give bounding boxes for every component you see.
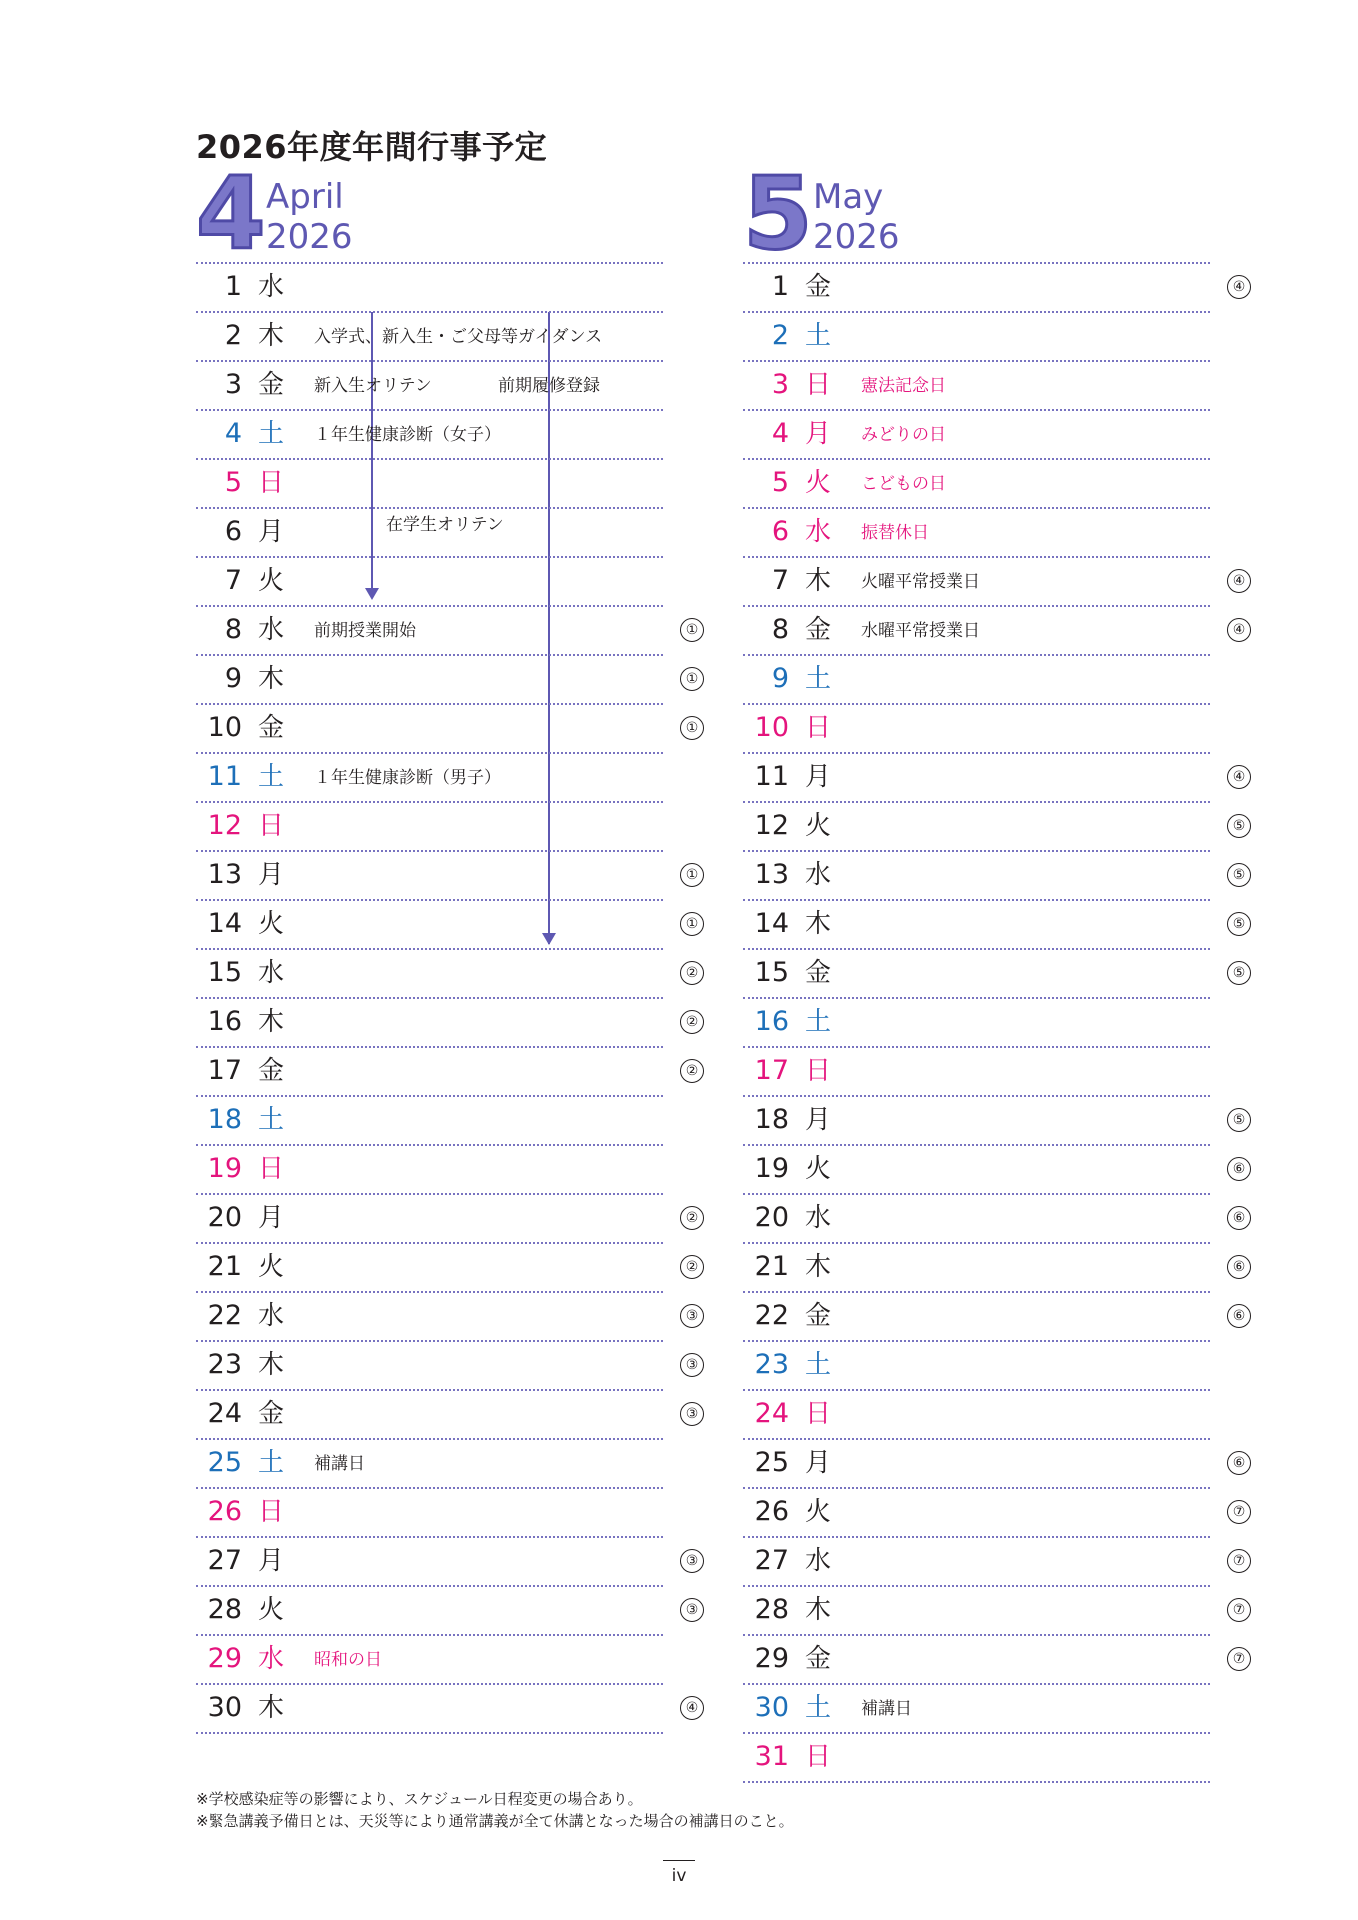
day-row — [743, 1391, 1210, 1440]
weekday: 土 — [805, 321, 832, 351]
day-row — [743, 460, 1210, 509]
weekday: 土 — [805, 1007, 832, 1037]
weekday: 月 — [805, 762, 832, 792]
weekday: 金 — [258, 713, 285, 743]
weekday: 日 — [258, 811, 285, 841]
day-row — [196, 313, 663, 362]
day-row — [743, 754, 1246, 803]
day-number: 29 — [207, 1643, 242, 1674]
weekday: 金 — [805, 615, 832, 645]
weekday: 火 — [258, 1595, 285, 1625]
weekday: 木 — [258, 664, 285, 694]
day-number: 10 — [754, 712, 789, 743]
day-number: 14 — [207, 908, 242, 939]
weekday: 金 — [805, 1644, 832, 1674]
day-row — [196, 1048, 699, 1097]
day-number: 5 — [224, 467, 242, 498]
day-number: 19 — [207, 1153, 242, 1184]
day-row — [743, 1489, 1246, 1538]
weekday: 木 — [805, 1595, 832, 1625]
day-number: 9 — [224, 663, 242, 694]
page-title: 2026年度年間行事予定 — [196, 128, 548, 166]
day-row — [196, 705, 699, 754]
day-number: 5 — [771, 467, 789, 498]
day-number: 14 — [754, 908, 789, 939]
class-count-badge: ⑤ — [1227, 912, 1251, 936]
event-text: 補講日 — [314, 1454, 365, 1474]
day-number: 26 — [754, 1496, 789, 1527]
weekday: 土 — [258, 762, 285, 792]
class-count-badge: ④ — [1227, 275, 1251, 299]
day-number: 29 — [754, 1643, 789, 1674]
class-count-badge: ③ — [680, 1598, 704, 1622]
class-count-badge: ② — [680, 1206, 704, 1230]
day-row — [743, 362, 1210, 411]
day-row — [196, 1636, 663, 1685]
class-count-badge: ⑥ — [1227, 1157, 1251, 1181]
footnote: ※緊急講義予備日とは、天災等により通常講義が全て休講となった場合の補講日のこと。 — [196, 1812, 794, 1830]
day-row — [196, 950, 699, 999]
event-text: 補講日 — [861, 1699, 912, 1719]
event-text: 火曜平常授業日 — [861, 572, 980, 592]
weekday: 木 — [258, 321, 285, 351]
weekday: 水 — [258, 1644, 285, 1674]
day-row — [743, 313, 1210, 362]
day-row — [743, 656, 1210, 705]
day-row — [743, 1244, 1246, 1293]
day-row — [196, 1538, 699, 1587]
day-number: 1 — [771, 271, 789, 302]
day-row — [743, 1097, 1246, 1146]
weekday: 月 — [805, 1105, 832, 1135]
day-row — [196, 460, 663, 509]
day-number: 24 — [754, 1398, 789, 1429]
day-number: 11 — [754, 761, 789, 792]
may-month-name: May — [813, 177, 884, 217]
day-number: 16 — [207, 1006, 242, 1037]
day-number: 21 — [754, 1251, 789, 1282]
class-count-badge: ① — [680, 912, 704, 936]
day-row — [743, 1048, 1210, 1097]
april-day-list — [196, 262, 699, 1734]
weekday: 金 — [805, 1301, 832, 1331]
day-number: 13 — [207, 859, 242, 890]
day-row — [743, 901, 1246, 950]
weekday: 金 — [258, 370, 285, 400]
day-row — [196, 411, 663, 460]
weekday: 水 — [805, 860, 832, 890]
day-number: 1 — [224, 271, 242, 302]
class-count-badge: ③ — [680, 1304, 704, 1328]
day-row — [743, 264, 1246, 313]
day-number: 12 — [207, 810, 242, 841]
day-row — [743, 1587, 1246, 1636]
weekday: 火 — [805, 1154, 832, 1184]
day-row — [743, 803, 1246, 852]
weekday: 水 — [805, 1203, 832, 1233]
day-number: 25 — [754, 1447, 789, 1478]
event-text: 新入生オリテン — [314, 376, 432, 396]
weekday: 木 — [258, 1693, 285, 1723]
day-row — [743, 509, 1210, 558]
day-number: 20 — [754, 1202, 789, 1233]
weekday: 火 — [258, 1252, 285, 1282]
weekday: 月 — [258, 517, 285, 547]
weekday: 火 — [805, 468, 832, 498]
weekday: 火 — [805, 1497, 832, 1527]
day-row — [743, 607, 1246, 656]
day-row — [196, 1489, 663, 1538]
class-count-badge: ⑦ — [1227, 1549, 1251, 1573]
day-number: 30 — [754, 1692, 789, 1723]
weekday: 日 — [805, 1056, 832, 1086]
day-number: 23 — [754, 1349, 789, 1380]
weekday: 水 — [258, 615, 285, 645]
weekday: 月 — [258, 1546, 285, 1576]
day-row — [743, 1195, 1246, 1244]
weekday: 火 — [258, 566, 285, 596]
day-row — [196, 754, 663, 803]
day-number: 3 — [224, 369, 242, 400]
day-number: 6 — [224, 516, 242, 547]
day-row — [743, 411, 1210, 460]
day-row — [196, 1391, 699, 1440]
day-number: 6 — [771, 516, 789, 547]
class-count-badge: ③ — [680, 1549, 704, 1573]
weekday: 月 — [805, 1448, 832, 1478]
weekday: 日 — [805, 370, 832, 400]
weekday: 日 — [258, 1497, 285, 1527]
class-count-badge: ③ — [680, 1353, 704, 1377]
weekday: 木 — [805, 1252, 832, 1282]
day-number: 11 — [207, 761, 242, 792]
day-number: 12 — [754, 810, 789, 841]
day-row — [196, 1587, 699, 1636]
day-number: 31 — [754, 1741, 789, 1772]
day-row — [196, 558, 663, 607]
day-number: 9 — [771, 663, 789, 694]
day-number: 26 — [207, 1496, 242, 1527]
event-text: みどりの日 — [861, 425, 946, 445]
event-text: １年生健康診断（女子） — [314, 425, 501, 445]
class-count-badge: ③ — [680, 1402, 704, 1426]
day-row — [743, 1293, 1246, 1342]
day-number: 22 — [754, 1300, 789, 1331]
weekday: 火 — [805, 811, 832, 841]
weekday: 月 — [805, 419, 832, 449]
day-row — [743, 1636, 1246, 1685]
class-count-badge: ⑥ — [1227, 1304, 1251, 1328]
day-number: 13 — [754, 859, 789, 890]
class-count-badge: ⑤ — [1227, 961, 1251, 985]
april-month-number: 4 — [196, 155, 266, 272]
weekday: 日 — [805, 1742, 832, 1772]
weekday: 木 — [258, 1007, 285, 1037]
day-row — [743, 705, 1210, 754]
class-count-badge: ⑦ — [1227, 1500, 1251, 1524]
day-row — [196, 1146, 663, 1195]
class-count-badge: ① — [680, 863, 704, 887]
weekday: 金 — [258, 1399, 285, 1429]
day-number: 17 — [207, 1055, 242, 1086]
april-month-year: 2026 — [266, 217, 353, 257]
event-text: こどもの日 — [861, 474, 946, 494]
weekday: 水 — [258, 272, 285, 302]
class-count-badge: ④ — [680, 1696, 704, 1720]
event-text: 前期履修登録 — [498, 376, 600, 396]
weekday: 日 — [805, 1399, 832, 1429]
event-text: 入学式、新入生・ご父母等ガイダンス — [314, 327, 603, 347]
day-row — [196, 1097, 663, 1146]
day-number: 7 — [224, 565, 242, 596]
page-number-rule — [663, 1860, 695, 1861]
day-number: 20 — [207, 1202, 242, 1233]
weekday: 金 — [258, 1056, 285, 1086]
day-number: 23 — [207, 1349, 242, 1380]
class-count-badge: ⑤ — [1227, 863, 1251, 887]
class-count-badge: ⑤ — [1227, 1108, 1251, 1132]
class-count-badge: ⑥ — [1227, 1451, 1251, 1475]
day-row — [196, 999, 699, 1048]
day-number: 27 — [207, 1545, 242, 1576]
day-row — [196, 852, 699, 901]
day-number: 10 — [207, 712, 242, 743]
day-number: 7 — [771, 565, 789, 596]
day-number: 17 — [754, 1055, 789, 1086]
class-count-badge: ① — [680, 667, 704, 691]
day-number: 25 — [207, 1447, 242, 1478]
day-number: 15 — [207, 957, 242, 988]
class-count-badge: ⑤ — [1227, 814, 1251, 838]
day-number: 15 — [754, 957, 789, 988]
day-row — [196, 1342, 699, 1391]
day-number: 3 — [771, 369, 789, 400]
weekday: 金 — [805, 272, 832, 302]
event-text: 憲法記念日 — [861, 376, 946, 396]
weekday: 土 — [258, 1105, 285, 1135]
weekday: 水 — [258, 1301, 285, 1331]
day-row — [196, 1685, 699, 1734]
class-count-badge: ② — [680, 1255, 704, 1279]
class-count-badge: ② — [680, 1059, 704, 1083]
class-count-badge: ② — [680, 961, 704, 985]
day-number: 28 — [207, 1594, 242, 1625]
weekday: 土 — [258, 1448, 285, 1478]
day-number: 19 — [754, 1153, 789, 1184]
day-row — [743, 1538, 1246, 1587]
event-text: 前期授業開始 — [314, 621, 416, 641]
day-number: 8 — [224, 614, 242, 645]
weekday: 月 — [258, 1203, 285, 1233]
day-number: 21 — [207, 1251, 242, 1282]
day-row — [743, 1440, 1246, 1489]
footnotes — [196, 1788, 794, 1832]
day-row — [196, 1293, 699, 1342]
day-row — [196, 264, 663, 313]
day-row — [196, 1440, 663, 1489]
weekday: 火 — [258, 909, 285, 939]
class-count-badge: ⑥ — [1227, 1255, 1251, 1279]
class-count-badge: ① — [680, 716, 704, 740]
day-number: 24 — [207, 1398, 242, 1429]
class-count-badge: ⑦ — [1227, 1647, 1251, 1671]
day-row — [196, 901, 699, 950]
day-row — [743, 852, 1246, 901]
event-text: 振替休日 — [861, 523, 929, 543]
day-number: 2 — [771, 320, 789, 351]
may-month-number: 5 — [743, 155, 813, 272]
class-count-badge: ④ — [1227, 569, 1251, 593]
day-number: 4 — [771, 418, 789, 449]
page-number: iv — [671, 1866, 687, 1886]
weekday: 土 — [805, 1693, 832, 1723]
day-row — [743, 1146, 1246, 1195]
event-text: 水曜平常授業日 — [861, 621, 980, 641]
day-number: 4 — [224, 418, 242, 449]
weekday: 金 — [805, 958, 832, 988]
may-day-list — [743, 262, 1246, 1783]
event-text: 昭和の日 — [314, 1650, 382, 1670]
day-row — [196, 362, 663, 411]
day-number: 28 — [754, 1594, 789, 1625]
day-row — [743, 1342, 1210, 1391]
day-number: 8 — [771, 614, 789, 645]
class-count-badge: ① — [680, 618, 704, 642]
day-number: 22 — [207, 1300, 242, 1331]
day-row — [743, 558, 1246, 607]
class-count-badge: ⑥ — [1227, 1206, 1251, 1230]
day-row — [196, 656, 699, 705]
weekday: 水 — [805, 517, 832, 547]
day-row — [743, 1734, 1210, 1783]
footnote: ※学校感染症等の影響により、スケジュール日程変更の場合あり。 — [196, 1790, 643, 1808]
weekday: 日 — [805, 713, 832, 743]
weekday: 土 — [258, 419, 285, 449]
class-count-badge: ④ — [1227, 618, 1251, 642]
day-number: 18 — [754, 1104, 789, 1135]
day-row — [743, 1685, 1210, 1734]
day-row — [743, 950, 1246, 999]
day-number: 30 — [207, 1692, 242, 1723]
day-number: 18 — [207, 1104, 242, 1135]
weekday: 月 — [258, 860, 285, 890]
weekday: 木 — [258, 1350, 285, 1380]
weekday: 木 — [805, 566, 832, 596]
day-row — [196, 607, 699, 656]
weekday: 土 — [805, 1350, 832, 1380]
weekday: 水 — [258, 958, 285, 988]
day-row — [196, 509, 663, 558]
day-number: 27 — [754, 1545, 789, 1576]
day-row — [743, 999, 1210, 1048]
class-count-badge: ② — [680, 1010, 704, 1034]
weekday: 日 — [258, 1154, 285, 1184]
day-row — [196, 803, 663, 852]
day-number: 2 — [224, 320, 242, 351]
weekday: 日 — [258, 468, 285, 498]
event-text: １年生健康診断（男子） — [314, 768, 501, 788]
day-row — [196, 1195, 699, 1244]
april-annotation-orientation: 在学生オリテン — [386, 515, 504, 535]
weekday: 土 — [805, 664, 832, 694]
day-row — [196, 1244, 699, 1293]
class-count-badge: ⑦ — [1227, 1598, 1251, 1622]
class-count-badge: ④ — [1227, 765, 1251, 789]
may-month-year: 2026 — [813, 217, 900, 257]
april-month-name: April — [266, 177, 344, 217]
weekday: 木 — [805, 909, 832, 939]
weekday: 水 — [805, 1546, 832, 1576]
day-number: 16 — [754, 1006, 789, 1037]
